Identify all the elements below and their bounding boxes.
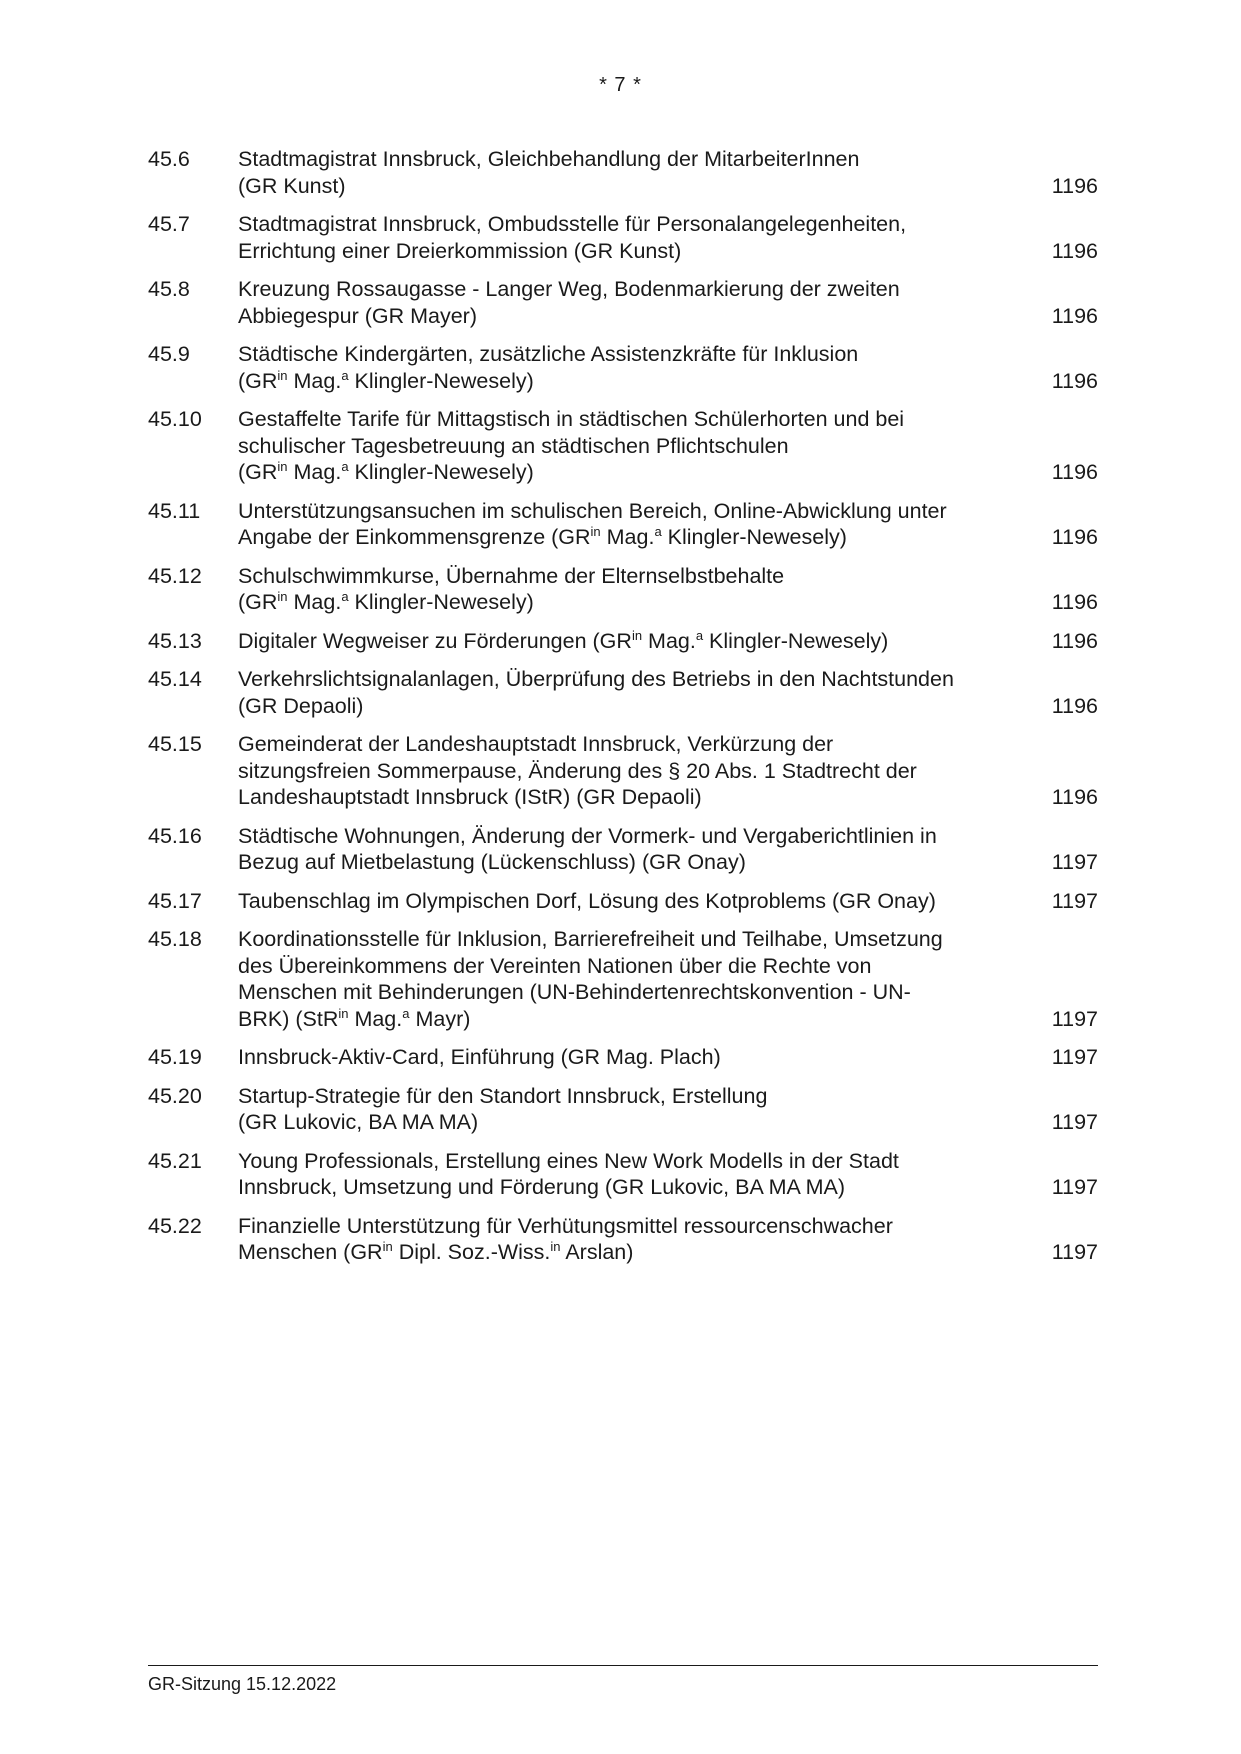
toc-entry-number: 45.17 bbox=[148, 888, 202, 913]
toc-entry-title bbox=[238, 888, 1048, 915]
toc-entry-page: 1196 bbox=[1051, 460, 1098, 484]
toc-entry-page: 1196 bbox=[1051, 693, 1098, 718]
toc-entry-page: 1197 bbox=[1051, 1110, 1098, 1134]
toc-entry-title bbox=[238, 1083, 1048, 1136]
toc-entry bbox=[148, 1213, 1098, 1266]
toc-entry-number: 45.22 bbox=[148, 1213, 202, 1238]
toc-entry-number: 45.16 bbox=[148, 823, 202, 848]
toc-entry-title-line: des Übereinkommens der Vereinten Nationen über die Rechte von bbox=[238, 953, 872, 978]
toc-entry-number: 45.15 bbox=[148, 732, 202, 756]
toc-entry-title bbox=[238, 731, 1048, 811]
toc-entry-title bbox=[238, 1213, 1048, 1266]
toc-entry-title-line: ($GR^{in}$ Mag.$^a$ Klingler-Newesely) bbox=[238, 458, 534, 484]
toc-entry bbox=[148, 823, 1098, 876]
toc-entry-title bbox=[238, 1044, 1048, 1071]
toc-entry-title-line: Stadtmagistrat Innsbruck, Gleichbehandlung der MitarbeiterInnen bbox=[238, 147, 860, 171]
toc-entry-title-line: Stadtmagistrat Innsbruck, Ombudsstelle für Personalangelegenheiten, bbox=[238, 212, 907, 236]
toc-entry-title bbox=[238, 498, 1048, 551]
toc-entry-number: 45.12 bbox=[148, 563, 202, 588]
toc-entry-title bbox=[238, 276, 1048, 329]
toc-entry-page: 1196 bbox=[1051, 785, 1098, 809]
toc-entry-page: 1197 bbox=[1051, 1175, 1098, 1199]
toc-entry bbox=[148, 1044, 1098, 1071]
toc-entry-title-line: (GR Lukovic, BA MA MA) bbox=[238, 1110, 479, 1134]
toc-entry-title-line: ($GR^{in}$ Mag.$^a$ Klingler-Newesely) bbox=[238, 367, 534, 393]
toc-entry bbox=[148, 1083, 1098, 1136]
toc-entry-page: 1196 bbox=[1051, 173, 1098, 198]
toc-entry bbox=[148, 628, 1098, 655]
toc-entry-number: 45.13 bbox=[148, 628, 202, 653]
toc-entry-title-line: Young Professionals, Erstellung eines New Work Modells in der Stadt bbox=[238, 1148, 899, 1173]
toc-entry-title bbox=[238, 1148, 1048, 1201]
toc-entry bbox=[148, 926, 1098, 1032]
toc-entry-number: 45.14 bbox=[148, 667, 202, 691]
toc-entry-title-line: Errichtung einer Dreierkommission (GR Kunst) bbox=[238, 238, 682, 263]
toc-entry-number: 45.8 bbox=[148, 277, 190, 301]
toc-entry-number: 45.19 bbox=[148, 1045, 202, 1069]
toc-entry-page: 1197 bbox=[1051, 850, 1098, 874]
toc-entry-title-line: Städtische Wohnungen, Änderung der Vormerk- und Vergaberichtlinien in bbox=[238, 823, 937, 848]
toc-entry-title bbox=[238, 628, 1048, 655]
toc-entry bbox=[148, 341, 1098, 394]
toc-entry-number: 45.10 bbox=[148, 407, 202, 431]
page-number-marker: * 7 * bbox=[599, 74, 642, 96]
toc-entry-title-line: Innsbruck-Aktiv-Card, Einführung (GR Mag. Plach) bbox=[238, 1045, 721, 1069]
table-of-contents bbox=[148, 146, 1098, 1278]
toc-entry-number: 45.11 bbox=[148, 498, 201, 523]
toc-entry bbox=[148, 666, 1098, 719]
toc-entry-title bbox=[238, 406, 1048, 486]
toc-entry-page: 1196 bbox=[1051, 628, 1098, 653]
toc-entry-title-line: Taubenschlag im Olympischen Dorf, Lösung des Kotproblems (GR Onay) bbox=[238, 888, 936, 913]
toc-entry-title-line: Startup-Strategie für den Standort Innsbruck, Erstellung bbox=[238, 1083, 768, 1108]
toc-entry-title-line: Kreuzung Rossaugasse - Langer Weg, Bodenmarkierung der zweiten bbox=[238, 277, 900, 301]
toc-entry-title-line: sitzungsfreien Sommerpause, Änderung des § 20 Abs. 1 Stadtrecht der bbox=[238, 758, 917, 783]
toc-entry-title-line: Bezug auf Mietbelastung (Lückenschluss) (GR Onay) bbox=[238, 850, 746, 874]
toc-entry bbox=[148, 211, 1098, 264]
toc-entry bbox=[148, 406, 1098, 486]
toc-entry bbox=[148, 498, 1098, 551]
toc-entry bbox=[148, 276, 1098, 329]
toc-entry-number: 45.7 bbox=[148, 212, 190, 236]
toc-entry-page: 1197 bbox=[1051, 1006, 1098, 1031]
toc-entry-title bbox=[238, 823, 1048, 876]
toc-entry-title bbox=[238, 146, 1048, 199]
toc-entry-title-line: Verkehrslichtsignalanlagen, Überprüfung des Betriebs in den Nachtstunden bbox=[238, 667, 954, 691]
toc-entry-title-line: Gemeinderat der Landeshauptstadt Innsbruck, Verkürzung der bbox=[238, 732, 834, 756]
toc-entry-title-line: Menschen ($GR^{in}$ Dipl. Soz.-Wiss.$^{in}$ Arslan) bbox=[238, 1238, 634, 1264]
toc-entry-title-line: schulischer Tagesbetreuung an städtischen Pflichtschulen bbox=[238, 433, 789, 458]
toc-entry-title-line: Angabe der Einkommensgrenze ($GR^{in}$ Mag.$^a$ Klingler-Newesely) bbox=[238, 523, 847, 549]
toc-entry-page: 1197 bbox=[1051, 1240, 1098, 1264]
footer-divider bbox=[148, 1665, 1098, 1666]
toc-entry-number: 45.9 bbox=[148, 342, 190, 366]
toc-entry-number: 45.21 bbox=[148, 1148, 202, 1173]
toc-entry-title-line: Digitaler Wegweiser zu Förderungen ($GR^{in}$ Mag.$^a$ Klingler-Newesely) bbox=[238, 627, 889, 653]
toc-entry-title-line: Schulschwimmkurse, Übernahme der Elternselbstbehalte bbox=[238, 563, 785, 588]
toc-entry-title-line: Koordinationsstelle für Inklusion, Barrierefreiheit und Teilhabe, Umsetzung bbox=[238, 927, 943, 951]
toc-entry-title-line: ($GR^{in}$ Mag.$^a$ Klingler-Newesely) bbox=[238, 588, 534, 614]
toc-entry-page: 1197 bbox=[1051, 1045, 1098, 1069]
toc-entry-title-line: Innsbruck, Umsetzung und Förderung (GR Lukovic, BA MA MA) bbox=[238, 1175, 846, 1199]
toc-entry-title-line: Landeshauptstadt Innsbruck (IStR) (GR Depaoli) bbox=[238, 785, 702, 809]
toc-entry-title-line: (GR Depaoli) bbox=[238, 693, 364, 718]
toc-entry bbox=[148, 888, 1098, 915]
toc-entry-title-line: (GR Kunst) bbox=[238, 173, 346, 198]
toc-entry-title bbox=[238, 926, 1048, 1032]
toc-entry bbox=[148, 563, 1098, 616]
toc-entry-page: 1196 bbox=[1051, 590, 1098, 614]
toc-entry-title-line: Abbiegespur (GR Mayer) bbox=[238, 303, 477, 328]
toc-entry-title bbox=[238, 666, 1048, 719]
toc-entry-page: 1196 bbox=[1051, 368, 1098, 393]
toc-entry-title-line: Städtische Kindergärten, zusätzliche Assistenzkräfte für Inklusion bbox=[238, 342, 859, 366]
toc-entry-title-line: Gestaffelte Tarife für Mittagstisch in städtischen Schülerhorten und bei bbox=[238, 407, 905, 431]
toc-entry-page: 1196 bbox=[1051, 238, 1098, 263]
toc-entry-page: 1196 bbox=[1051, 525, 1098, 549]
toc-entry-number: 45.20 bbox=[148, 1083, 202, 1108]
toc-entry-number: 45.6 bbox=[148, 147, 190, 171]
toc-entry-title-line: Menschen mit Behinderungen (UN-Behindertenrechtskonvention - UN- bbox=[238, 980, 911, 1004]
toc-entry-title bbox=[238, 563, 1048, 616]
toc-entry-title bbox=[238, 211, 1048, 264]
toc-entry-page: 1196 bbox=[1051, 303, 1098, 328]
toc-entry bbox=[148, 1148, 1098, 1201]
toc-entry bbox=[148, 731, 1098, 811]
footer-session-date: GR-Sitzung 15.12.2022 bbox=[148, 1674, 337, 1694]
toc-entry-title-line: BRK) (StR$^{in}$ Mag.$^a$ Mayr) bbox=[238, 1005, 471, 1031]
toc-entry-title-line: Finanzielle Unterstützung für Verhütungsmittel ressourcenschwacher bbox=[238, 1213, 893, 1238]
toc-entry-page: 1197 bbox=[1051, 888, 1098, 913]
toc-entry bbox=[148, 146, 1098, 199]
toc-entry-number: 45.18 bbox=[148, 927, 202, 951]
toc-entry-title bbox=[238, 341, 1048, 394]
toc-entry-title-line: Unterstützungsansuchen im schulischen Bereich, Online-Abwicklung unter bbox=[238, 498, 947, 523]
